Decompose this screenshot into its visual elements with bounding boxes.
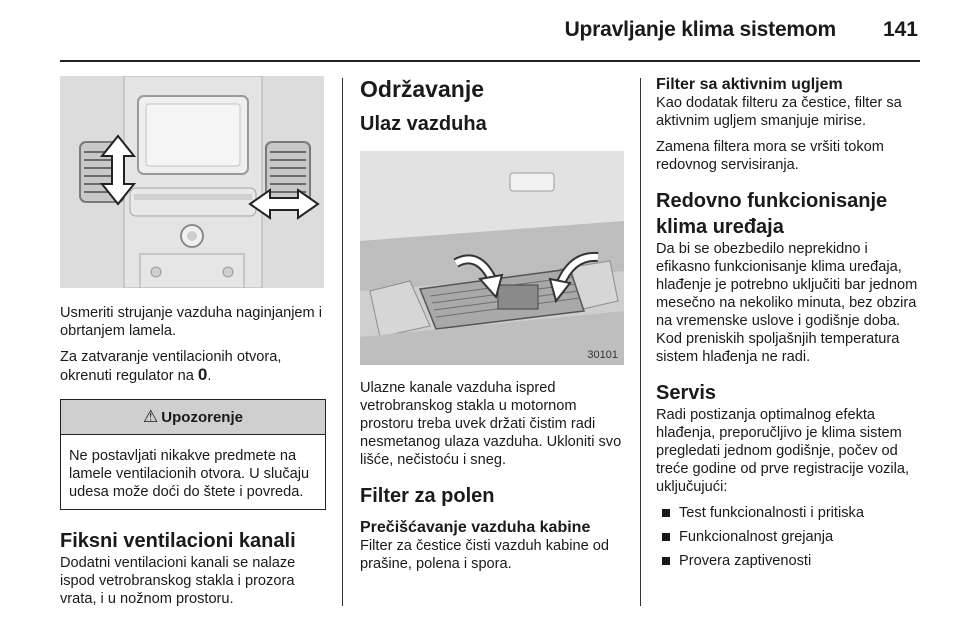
warning-box bbox=[60, 399, 326, 510]
dashboard-vents-figure bbox=[60, 76, 324, 288]
vent-close-text-main: Za zatvaranje ventilacionih otvora, okrenuti regulator na bbox=[60, 349, 282, 384]
regulator-zero-symbol: 0 bbox=[197, 365, 208, 384]
column-divider-2 bbox=[640, 78, 641, 606]
figure-number: 30101 bbox=[587, 349, 618, 361]
service-item-text: Funkcionalnost grejanja bbox=[679, 529, 834, 545]
vent-direction-text: Usmeriti strujanje vazduha naginjanjem i obrtanjem lamela. bbox=[60, 305, 323, 339]
bullet-square-icon bbox=[662, 557, 670, 565]
service-item-text: Test funkcionalnosti i pritiska bbox=[679, 505, 864, 521]
service-heading: Servis bbox=[656, 382, 717, 404]
air-intake-text: Ulazne kanale vazduha ispred vetrobranskog stakla u motornom prostoru treba uvek držati čistim radi nesmetanog ulaza vazduha. Ukloniti svo lišće, nečistoću i sneg. bbox=[360, 380, 622, 468]
cabin-air-cleaning-heading: Prečišćavanje vazduha kabine bbox=[360, 519, 591, 536]
list-item bbox=[656, 504, 924, 522]
service-text: Radi postizanja optimalnog efekta hlađenja, preporučljivo je klima sistem pregledati jednom godišnje, počev od treće godine od prve registracije vozila, uključujući: bbox=[656, 407, 910, 495]
air-intake-heading: Ulaz vazduha bbox=[360, 113, 487, 135]
fixed-vents-heading: Fiksni ventilacioni kanali bbox=[60, 530, 296, 552]
carbon-filter-heading: Filter sa aktivnim ugljem bbox=[656, 76, 843, 93]
warning-body: Ne postavljati nikakve predmete na lamele ventilacionih otvora. U slučaju udesa može doći do štete i povreda. bbox=[69, 448, 310, 500]
vent-close-text-end: . bbox=[207, 368, 212, 384]
column-2 bbox=[360, 74, 624, 581]
fixed-vents-text: Dodatni ventilacioni kanali se nalaze ispod vetrobranskog stakla i prozora vrata, i u nožnom prostoru. bbox=[60, 555, 296, 607]
pollen-filter-heading: Filter za polen bbox=[360, 485, 495, 507]
page-number: 141 bbox=[882, 18, 918, 41]
column-1 bbox=[60, 74, 326, 616]
regular-operation-text: Da bi se obezbedilo neprekidno i efikasno funkcionisanje klima uređaja, hlađenje je potrebno uključiti bar jednom mesečno na nekoliko minuta, bez obzira na vremenske uslove i godišnje doba. Kod preniskih spoljašnjih temperatura sistem hlađenja ne radi. bbox=[656, 241, 918, 365]
vent-close-text bbox=[60, 348, 326, 385]
dashboard-vents-illustration bbox=[60, 76, 324, 288]
column-3 bbox=[656, 74, 924, 576]
bullet-square-icon bbox=[662, 533, 670, 541]
air-intake-illustration bbox=[360, 151, 624, 365]
air-intake-figure bbox=[360, 151, 624, 365]
warning-header bbox=[61, 400, 325, 435]
page-header-title: Upravljanje klima sistemom bbox=[564, 18, 836, 41]
list-item bbox=[656, 528, 924, 546]
bullet-square-icon bbox=[662, 509, 670, 517]
warning-triangle-icon: ⚠ bbox=[143, 407, 159, 426]
carbon-filter-text-1: Kao dodatak filteru za čestice, filter sa aktivnim ugljem smanjuje mirise. bbox=[656, 95, 902, 129]
service-item-text: Provera zaptivenosti bbox=[679, 553, 812, 569]
maintenance-heading: Održavanje bbox=[360, 76, 484, 102]
warning-title: Upozorenje bbox=[161, 408, 243, 426]
service-checklist bbox=[656, 504, 924, 570]
column-divider-1 bbox=[342, 78, 343, 606]
regular-operation-heading: Redovno funkcionisanje klima uređaja bbox=[656, 190, 888, 238]
carbon-filter-text-2: Zamena filtera mora se vršiti tokom redovnog servisiranja. bbox=[656, 139, 884, 173]
header-rule bbox=[60, 60, 920, 62]
cabin-air-cleaning-text: Filter za čestice čisti vazduh kabine od prašine, polena i spora. bbox=[360, 538, 610, 572]
list-item bbox=[656, 552, 924, 570]
